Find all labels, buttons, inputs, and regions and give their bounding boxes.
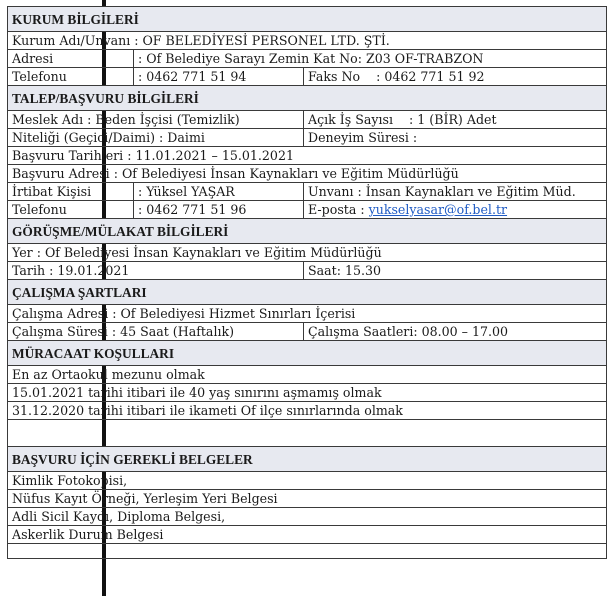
talep-irtibat-value: : Yüksel YAŞAR — [134, 183, 304, 201]
gorusme-tarih: Tarih : 19.01.2021 — [8, 262, 304, 280]
section-belgeler-title: BAŞVURU İÇİN GEREKLİ BELGELER — [8, 447, 607, 472]
belge-item: Nüfus Kayıt Örneği, Yerleşim Yeri Belgesi — [8, 490, 607, 508]
gorusme-yer: Yer : Of Belediyesi İnsan Kaynakları ve Eğitim Müdürlüğü — [8, 244, 607, 262]
belge-item: Askerlik Durum Belgesi — [8, 526, 607, 544]
calisma-saatler: Çalışma Saatleri: 08.00 – 17.00 — [304, 323, 607, 341]
calisma-adres: Çalışma Adresi : Of Belediyesi Hizmet Sınırları İçerisi — [8, 305, 607, 323]
section-calisma-title: ÇALIŞMA ŞARTLARI — [8, 280, 607, 305]
talep-deneyim: Deneyim Süresi : — [304, 129, 607, 147]
talep-tarih: Başvuru Tarihleri : 11.01.2021 – 15.01.2021 — [8, 147, 607, 165]
talep-eposta — [304, 201, 607, 219]
section-gorusme-title: GÖRÜŞME/MÜLAKAT BİLGİLERİ — [8, 219, 607, 244]
section-talep-title: TALEP/BAŞVURU BİLGİLERİ — [8, 86, 607, 111]
talep-niteligi: Niteliği (Geçici/Daimi) : Daimi — [8, 129, 304, 147]
muracaat-item: 15.01.2021 tarihi itibari ile 40 yaş sınırını aşmamış olmak — [8, 384, 607, 402]
talep-meslek: Meslek Adı : Beden İşçisi (Temizlik) — [8, 111, 304, 129]
muracaat-item: 31.12.2020 tarihi itibari ile ikameti Of ilçe sınırlarında olmak — [8, 402, 607, 420]
blank-row — [8, 544, 607, 559]
blank-row — [8, 420, 607, 447]
kurum-tel-label: Telefonu — [8, 68, 134, 86]
kurum-adres-label: Adresi — [8, 50, 134, 68]
talep-adres: Başvuru Adresi : Of Belediyesi İnsan Kaynakları ve Eğitim Müdürlüğü — [8, 165, 607, 183]
section-kurum-title: KURUM BİLGİLERİ — [8, 7, 607, 32]
kurum-adi: Kurum Adı/Unvanı : OF BELEDİYESİ PERSONEL LTD. ŞTİ. — [8, 32, 607, 50]
kurum-adres-value: : Of Belediye Sarayı Zemin Kat No: Z03 OF-TRABZON — [134, 50, 607, 68]
belge-item: Kimlik Fotokopisi, — [8, 472, 607, 490]
calisma-sure: Çalışma Süresi : 45 Saat (Haftalık) — [8, 323, 304, 341]
talep-tel-label: Telefonu — [8, 201, 134, 219]
gorusme-saat: Saat: 15.30 — [304, 262, 607, 280]
talep-acik-is — [304, 111, 607, 129]
talep-irtibat-label: İrtibat Kişisi — [8, 183, 134, 201]
talep-tel-value: : 0462 771 51 96 — [134, 201, 304, 219]
email-link[interactable]: yukselyasar@of.bel.tr — [368, 202, 508, 217]
kurum-faks-label: Faks No — [308, 69, 361, 84]
kurum-faks-value: : 0462 771 51 92 — [376, 69, 485, 84]
talep-eposta-label: E-posta : — [308, 202, 369, 217]
talep-acik-value: : 1 (BİR) Adet — [409, 112, 497, 127]
section-muracaat-title: MÜRACAAT KOŞULLARI — [8, 341, 607, 366]
kurum-tel-value: : 0462 771 51 94 — [134, 68, 304, 86]
talep-acik-label: Açık İş Sayısı — [308, 112, 394, 127]
muracaat-item: En az Ortaokul mezunu olmak — [8, 366, 607, 384]
belge-item: Adli Sicil Kaydı, Diploma Belgesi, — [8, 508, 607, 526]
kurum-faks — [304, 68, 607, 86]
talep-unvani: Unvanı : İnsan Kaynakları ve Eğitim Müd. — [304, 183, 607, 201]
job-posting-form — [7, 6, 607, 559]
